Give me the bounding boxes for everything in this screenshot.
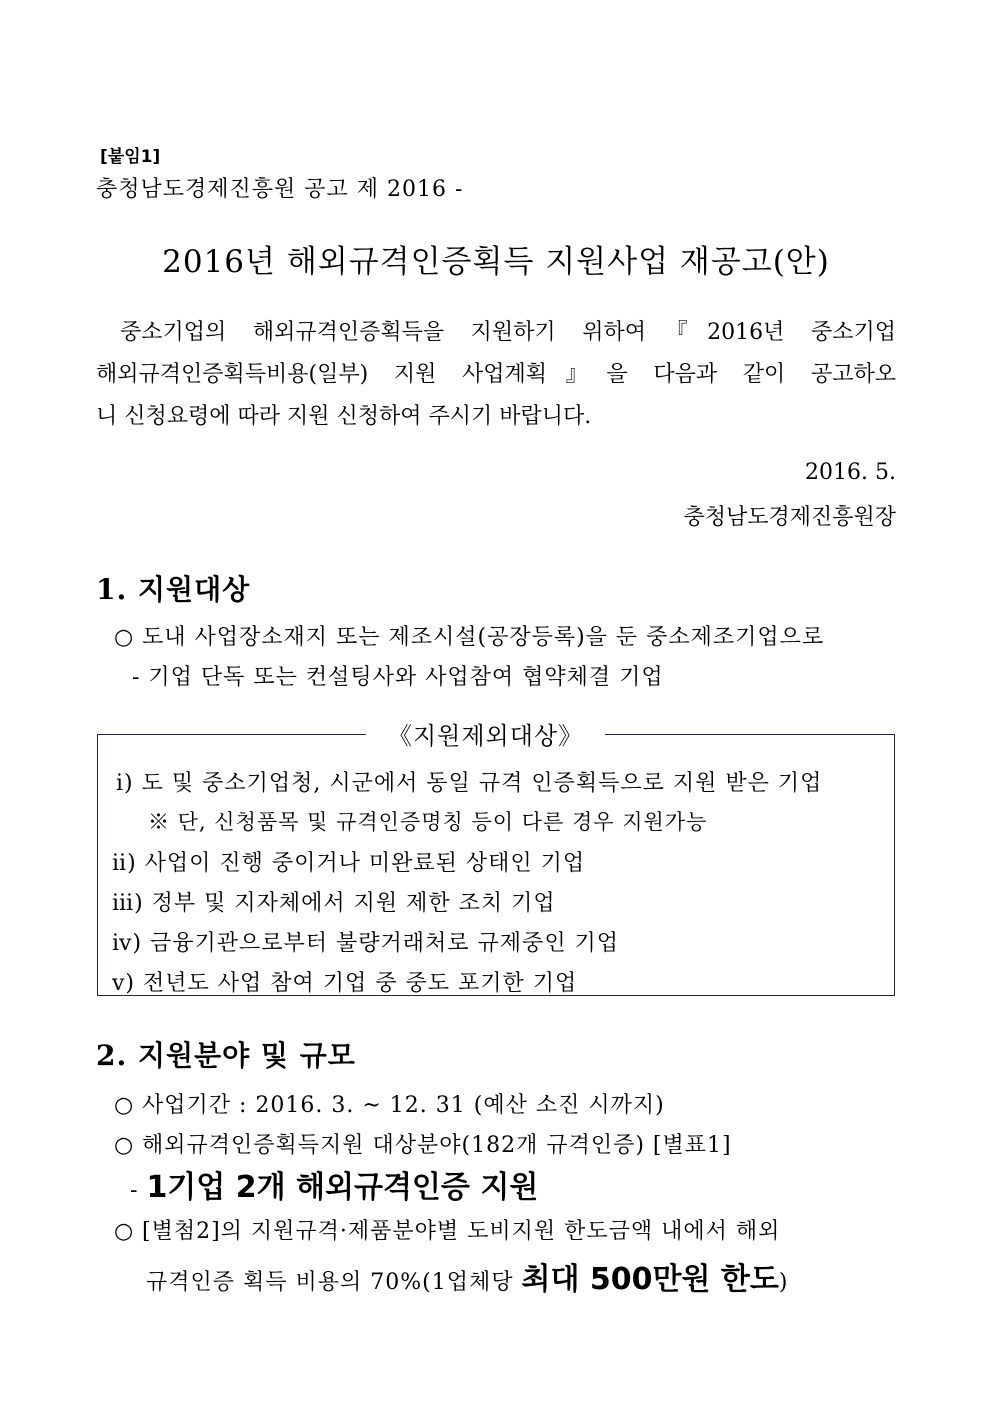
- bullet-icon: ○: [114, 625, 135, 650]
- exclusion-box-title: 《지원제외대상》: [366, 716, 605, 751]
- limit-highlight: 최대 500만원 한도: [521, 1262, 779, 1297]
- exclusion-item-2: ⅱ) 사업이 진행 중이거나 미완료된 상태인 기업: [112, 851, 586, 876]
- section2-period: [114, 1088, 665, 1119]
- intro-line-3: 니 신청요령에 따라 지원 신청하여 주시기 바랍니다.: [96, 404, 592, 429]
- exclusion-item-3: ⅲ) 정부 및 지자체에서 지원 제한 조치 기업: [112, 891, 556, 916]
- announcement-number: 충청남도경제진흥원 공고 제 2016 -: [96, 177, 464, 202]
- section2-limit-text-2: 규격인증 획득 비용의 70%(1업체당: [146, 1270, 522, 1295]
- highlight-text: 1기업 2개 해외규격인증 지원: [146, 1170, 539, 1205]
- section2-limit-text-1: [별첨2]의 지원규격·제품분야별 도비지원 한도금액 내에서 해외: [142, 1219, 781, 1244]
- highlight-dash: -: [130, 1178, 147, 1203]
- limit-suffix: ): [778, 1270, 789, 1295]
- section2-heading: 2. 지원분야 및 규모: [96, 1039, 356, 1072]
- bullet-icon: ○: [114, 1133, 135, 1158]
- section2-field: [114, 1128, 732, 1159]
- section1-item: [114, 620, 824, 651]
- page-title: 2016년 해외규격인증획득 지원사업 재공고(안): [162, 244, 830, 280]
- intro-paragraph: [96, 312, 896, 438]
- section2-highlight: [130, 1162, 538, 1206]
- section2-period-text: 사업기간 : 2016. 3. ~ 12. 31 (예산 소진 시까지): [142, 1093, 665, 1118]
- exclusion-item-1: ⅰ) 도 및 중소기업청, 시군에서 동일 규격 인증획득으로 지원 받은 기업: [116, 771, 823, 796]
- exclusion-item-4: ⅳ) 금융기관으로부터 불량거래처로 규제중인 기업: [112, 931, 620, 956]
- section1-sub-item: - 기업 단독 또는 컨설팅사와 사업참여 협약체결 기업: [132, 665, 664, 690]
- bullet-icon: ○: [114, 1219, 135, 1244]
- issuer-name: 충청남도경제진흥원장: [683, 505, 896, 530]
- section1-heading: 1. 지원대상: [96, 573, 251, 606]
- attachment-label: [붙임1]: [100, 147, 161, 167]
- section2-limit-line1: [114, 1214, 780, 1245]
- announcement-date: 2016. 5.: [805, 460, 896, 485]
- exclusion-item-5: ⅴ) 전년도 사업 참여 기업 중 중도 포기한 기업: [112, 971, 578, 996]
- section2-field-text: 해외규격인증획득지원 대상분야(182개 규격인증) [별표1]: [142, 1133, 732, 1158]
- section1-item-text: 도내 사업장소재지 또는 제조시설(공장등록)을 둔 중소제조기업으로: [142, 625, 825, 650]
- exclusion-note: ※ 단, 신청품목 및 규격인증명칭 등이 다른 경우 지원가능: [148, 810, 708, 834]
- intro-line-2: 해외규격인증획득비용(일부) 지원 사업계획』을 다음과 같이 공고하오: [96, 362, 896, 387]
- section2-limit-line2: [146, 1254, 788, 1298]
- intro-line-1: 중소기업의 해외규격인증획득을 지원하기 위하여『2016년 중소기업: [120, 320, 896, 345]
- bullet-icon: ○: [114, 1093, 135, 1118]
